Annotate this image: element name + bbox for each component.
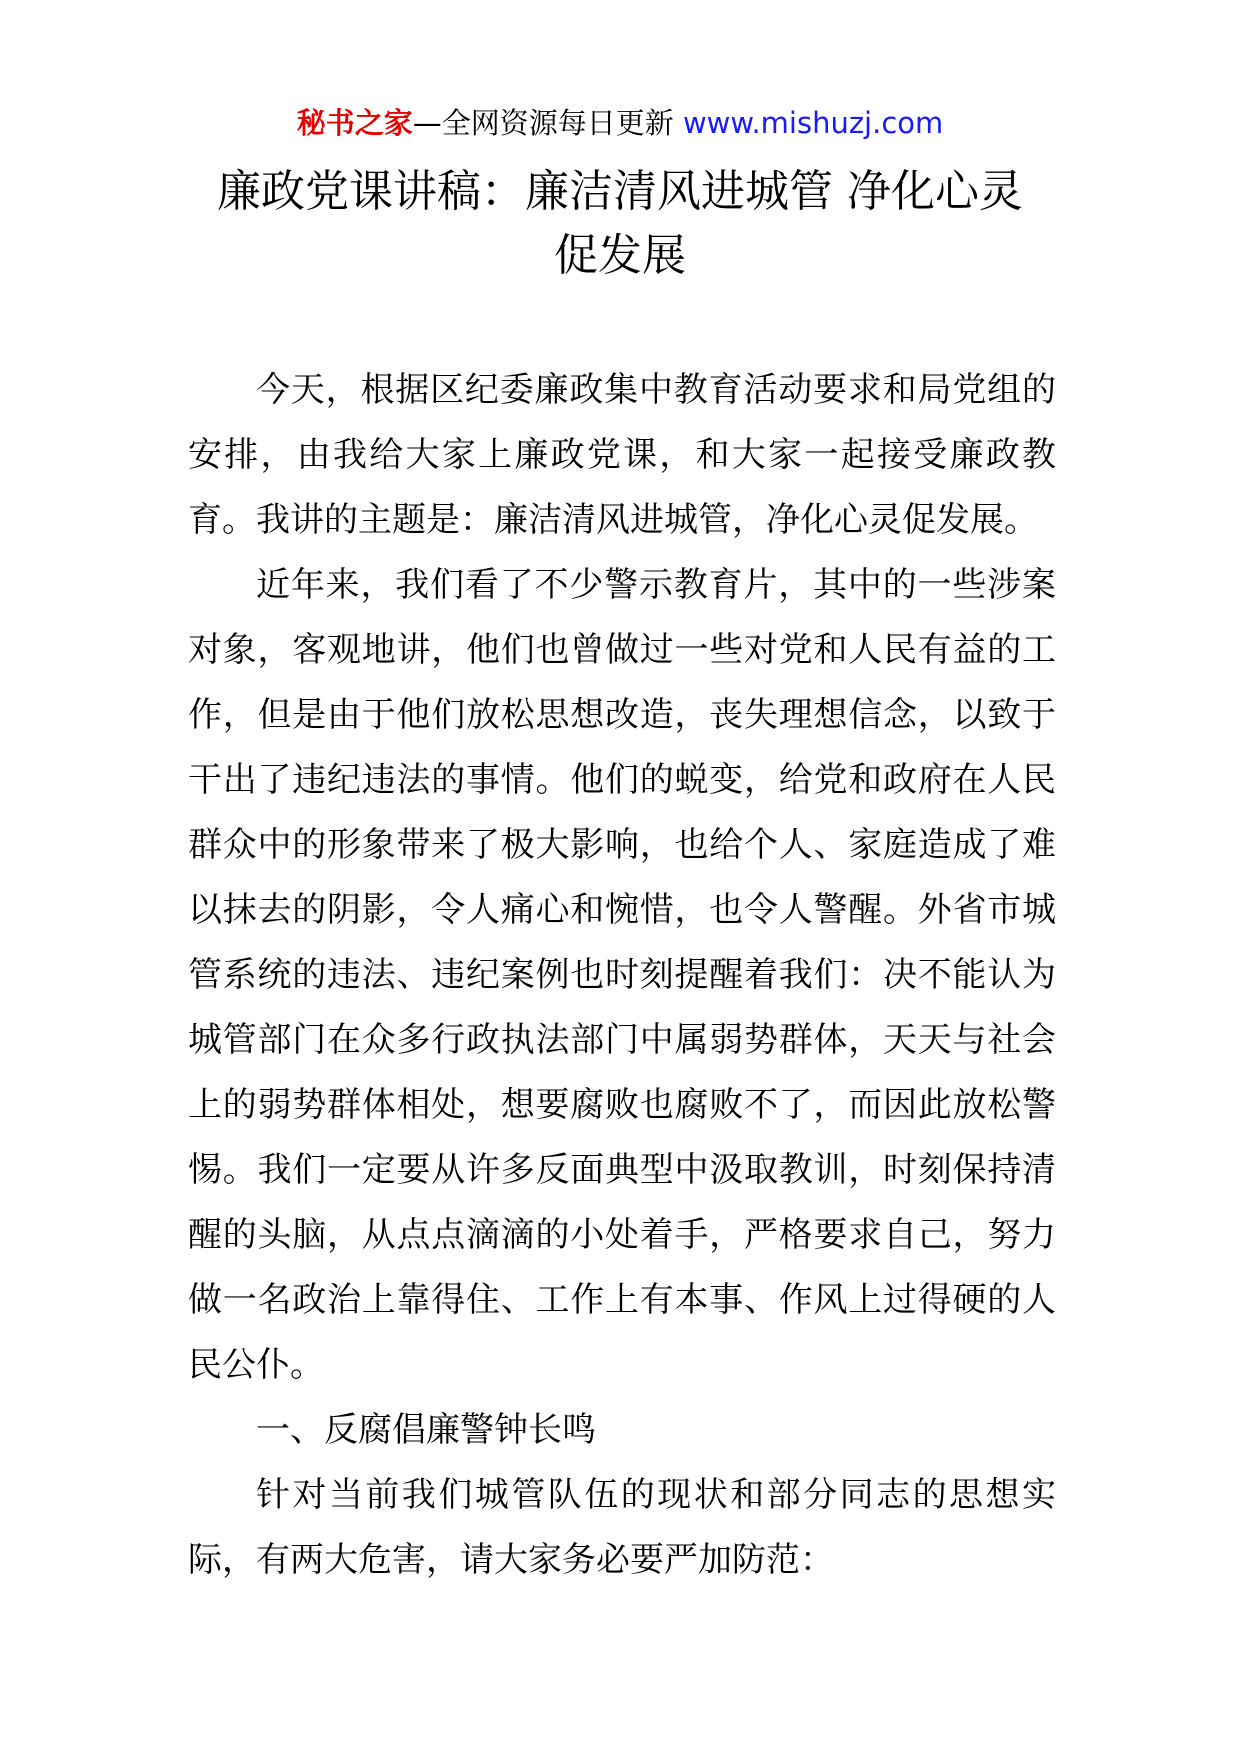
section-heading: 一、反腐倡廉警钟长鸣 (256, 1410, 596, 1450)
document-title (150, 160, 1090, 288)
title-line-2: 促发展 (554, 230, 686, 281)
brand-name: 秘书之家 (296, 106, 413, 140)
page-header (0, 98, 1240, 148)
header-tagline: —全网资源每日更新 (412, 106, 683, 140)
document-body (188, 358, 1056, 1593)
body-paragraph-3: 针对当前我们城管队伍的现状和部分同志的思想实际，有两大危害，请大家务必要严加防范： (188, 1475, 1056, 1580)
site-url-link[interactable]: www.mishuzj.com (682, 106, 944, 140)
title-line-1: 廉政党课讲稿：廉洁清风进城管 净化心灵 (217, 166, 1023, 217)
body-paragraph-1: 今天，根据区纪委廉政集中教育活动要求和局党组的安排，由我给大家上廉政党课，和大家一起接受廉政教育。我讲的主题是：廉洁清风进城管，净化心灵促发展。 (188, 370, 1056, 540)
body-paragraph-2: 近年来，我们看了不少警示教育片，其中的一些涉案对象，客观地讲，他们也曾做过一些对党和人民有益的工作，但是由于他们放松思想改造，丧失理想信念，以致于干出了违纪违法的事情。他们的蜕变，给党和政府在人民群众中的形象带来了极大影响，也给个人、家庭造成了难以抹去的阴影，令人痛心和惋惜，也令人警醒。外省市城管系统的违法、违纪案例也时刻提醒着我们：决不能认为城管部门在众多行政执法部门中属弱势群体，天天与社会上的弱势群体相处，想要腐败也腐败不了，而因此放松警惕。我们一定要从许多反面典型中汲取教训，时刻保持清醒的头脑，从点点滴滴的小处着手，严格要求自己，努力做一名政治上靠得住、工作上有本事、作风上过得硬的人民公仆。 (188, 565, 1056, 1385)
